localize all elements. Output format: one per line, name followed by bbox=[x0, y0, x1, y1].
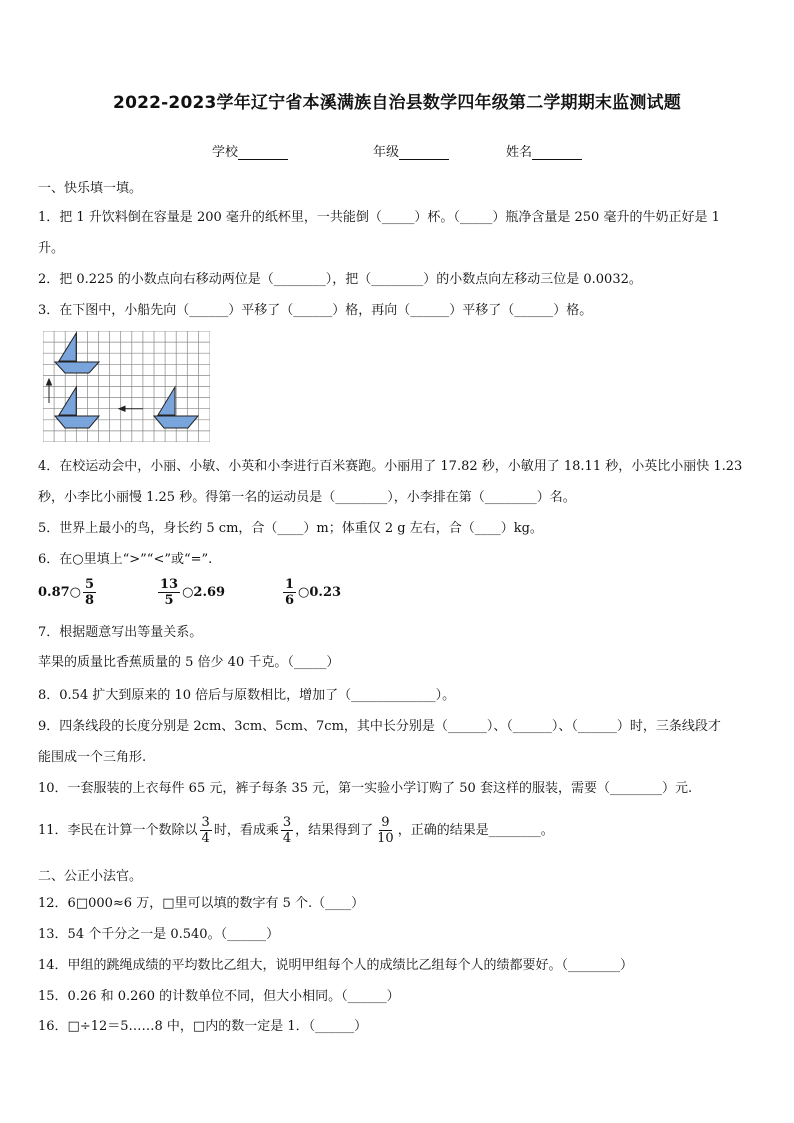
question-7-line2: 苹果的质量比香蕉质量的 5 倍少 40 千克。（_____） bbox=[38, 655, 340, 670]
school-blank[interactable] bbox=[238, 146, 288, 160]
question-9-line2: 能围成一个三角形. bbox=[38, 750, 147, 765]
q11-part3: ，结果得到了 bbox=[295, 823, 374, 838]
q11-part4: ，正确的结果是________。 bbox=[397, 823, 554, 838]
q11-f3-num: 9 bbox=[381, 815, 390, 830]
q6-item-2-fraction bbox=[158, 577, 180, 608]
q11-part2: 时，看成乘 bbox=[213, 823, 279, 838]
q6-item-2 bbox=[156, 577, 225, 608]
question-2: 2．把 0.225 的小数点向右移动两位是（________），把（________）的小数点向左移动三位是 0.0032。 bbox=[38, 272, 642, 287]
grade-field[interactable] bbox=[373, 141, 449, 160]
question-1-line1: 1．把 1 升饮料倒在容量是 200 毫升的纸杯里，一共能倒（_____）杯。（_____）瓶净含量是 250 毫升的牛奶正好是 1 bbox=[38, 210, 720, 225]
question-10: 10．一套服装的上衣每件 65 元，裤子每条 35 元，第一实验小学订购了 50 套这样的服装，需要（________）元. bbox=[38, 781, 693, 796]
school-field[interactable] bbox=[212, 141, 288, 160]
name-blank[interactable] bbox=[532, 146, 582, 160]
q11-f1-den: 4 bbox=[201, 831, 210, 846]
name-label: 姓名 bbox=[506, 145, 533, 160]
q6-item-3 bbox=[281, 577, 341, 608]
q11-f1-num: 3 bbox=[201, 815, 210, 830]
question-11 bbox=[38, 815, 554, 846]
q6-item-3-suffix: ○0.23 bbox=[298, 585, 342, 600]
q6-item-3-den: 6 bbox=[285, 593, 295, 608]
page-title: 2022-2023学年辽宁省本溪满族自治县数学四年级第二学期期末监测试题 bbox=[113, 93, 681, 113]
q11-f3-den: 10 bbox=[377, 831, 394, 846]
grade-label: 年级 bbox=[373, 145, 400, 160]
q11-fraction-2 bbox=[281, 815, 293, 846]
q11-f2-num: 3 bbox=[282, 815, 292, 830]
section1-heading: 一、快乐填一填。 bbox=[38, 181, 143, 196]
question-13: 13．54 个千分之一是 0.540。（______） bbox=[38, 927, 280, 942]
up-arrow bbox=[47, 379, 52, 403]
question-5: 5．世界上最小的鸟，身长约 5 cm，合（____）m；体重仅 2 g 左右，合（____）kg。 bbox=[38, 521, 543, 536]
q6-item-3-num: 1 bbox=[285, 577, 295, 592]
q6-item-1-prefix: 0.87○ bbox=[38, 585, 82, 600]
q11-part1: 11．李民在计算一个数除以 bbox=[38, 823, 198, 838]
boat-bottom-left bbox=[55, 387, 99, 428]
question-6: 6．在○里填上“>”“<”或“=”. bbox=[38, 552, 213, 567]
question-7-line1: 7．根据题意写出等量关系。 bbox=[38, 625, 203, 640]
section2-heading: 二、公正小法官。 bbox=[38, 869, 143, 884]
question-9-line1: 9．四条线段的长度分别是 2cm、3cm、5cm、7cm，其中长分别是（______）、（______）、（______）时，三条线段才 bbox=[38, 719, 721, 734]
question-14: 14．甲组的跳绳成绩的平均数比乙组大，说明甲组每个人的成绩比乙组每个人的绩都要好。（________） bbox=[38, 958, 634, 973]
question-1-line2: 升。 bbox=[38, 241, 65, 256]
question-8: 8．0.54 扩大到原来的 10 倍后与原数相比，增加了（_____________）。 bbox=[38, 688, 456, 703]
q6-item-1-den: 8 bbox=[85, 593, 95, 608]
q6-item-2-suffix: ○2.69 bbox=[182, 585, 226, 600]
question-4-line2: 秒，小李比小丽慢 1.25 秒。得第一名的运动员是（________），小李排在第（________）名。 bbox=[38, 490, 576, 505]
q6-item-2-den: 5 bbox=[164, 593, 174, 608]
grade-blank[interactable] bbox=[399, 146, 449, 160]
question-3: 3．在下图中，小船先向（______）平移了（______）格，再向（______）平移了（______）格。 bbox=[38, 303, 593, 318]
name-field[interactable] bbox=[506, 141, 582, 160]
question-15: 15．0.26 和 0.260 的计数单位不同，但大小相同。（______） bbox=[38, 989, 400, 1004]
boat-translation-grid bbox=[43, 331, 210, 442]
q11-fraction-3 bbox=[375, 815, 396, 846]
q6-item-1-fraction bbox=[83, 577, 96, 608]
question-4-line1: 4．在校运动会中，小丽、小敏、小英和小李进行百米赛跑。小丽用了 17.82 秒，小敏用了 18.11 秒，小英比小丽快 1.23 bbox=[38, 459, 743, 474]
school-label: 学校 bbox=[212, 145, 239, 160]
grid-figure bbox=[43, 331, 210, 442]
q6-item-1-num: 5 bbox=[85, 577, 95, 592]
question-12: 12．6□000≈6 万，□里可以填的数字有 5 个.（____） bbox=[38, 896, 365, 911]
question-16: 16．□÷12＝5……8 中，□内的数一定是 1．（______） bbox=[38, 1019, 368, 1034]
q6-item-1 bbox=[38, 577, 98, 608]
q6-item-2-num: 13 bbox=[160, 577, 179, 592]
left-arrow bbox=[119, 406, 143, 411]
q11-f2-den: 4 bbox=[282, 831, 292, 846]
q11-fraction-1 bbox=[200, 815, 212, 846]
q6-item-3-fraction bbox=[283, 577, 296, 608]
